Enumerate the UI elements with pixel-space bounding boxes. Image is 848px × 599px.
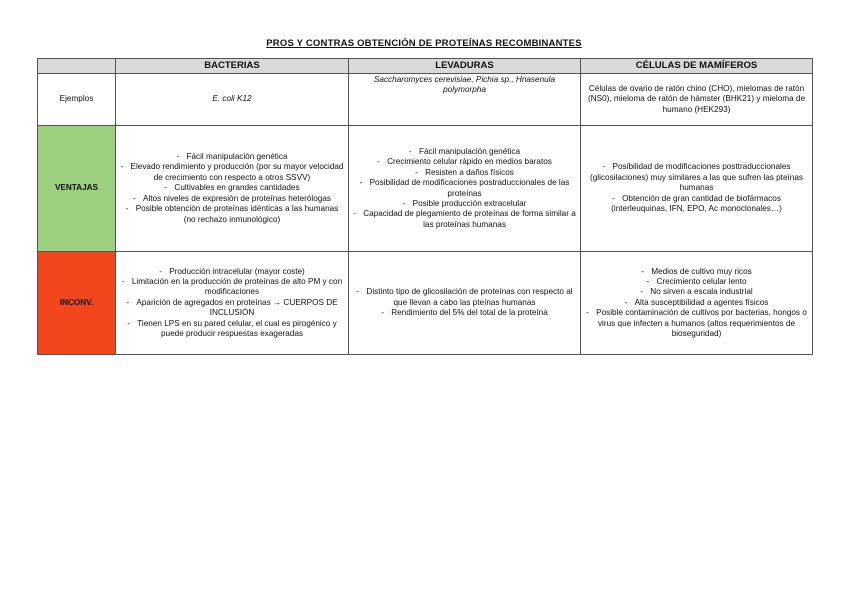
bullet-dash-icon: - — [640, 287, 644, 297]
list-item — [120, 319, 344, 340]
list-item-text: Capacidad de plegamiento de proteínas de forma similar a las proteínas humanas — [363, 209, 576, 229]
list-item-text: Posible obtención de proteínas idénticas a las humanas (no rechazo inmunológico) — [135, 204, 339, 224]
list-item — [353, 168, 576, 178]
bullet-dash-icon: - — [121, 276, 125, 286]
list-item-text: Posibilidad de modificaciones posttraduccionales (glicosilaciones) muy similares a las que sufren las pteínas humanas — [590, 162, 803, 193]
list-item-text: Resisten a daños físicos — [425, 167, 514, 177]
bullet-dash-icon: - — [624, 297, 628, 307]
comparison-table — [37, 58, 813, 355]
list-item — [120, 267, 344, 277]
list-item — [585, 287, 808, 297]
list-item — [353, 287, 576, 308]
ventajas-bacterias-list — [120, 152, 344, 225]
inconv-mamiferos-cell — [581, 252, 813, 355]
inconv-bacterias-list — [120, 267, 344, 340]
list-item — [585, 298, 808, 308]
bullet-dash-icon: - — [353, 209, 356, 219]
list-item-text: Obtención de gran cantidad de biofármacos (interleuquinas, IFN, EPO, Ac monoclonales…) — [611, 193, 782, 214]
ejemplos-bacterias-cell: E. coli K12 — [116, 74, 349, 126]
bullet-dash-icon: - — [602, 162, 606, 172]
list-item-text: Aparición de agregados en proteínas → CUERPOS DE INCLUSIÓN — [136, 297, 338, 318]
list-item — [585, 162, 808, 193]
bullet-dash-icon: - — [641, 266, 644, 276]
list-item — [353, 178, 576, 199]
bullet-dash-icon: - — [120, 162, 124, 172]
list-item-text: Limitación en la producción de proteínas de alto PM y con modificaciones — [131, 276, 343, 297]
bullet-dash-icon: - — [612, 193, 615, 203]
bullet-dash-icon: - — [159, 266, 162, 276]
list-item — [120, 194, 344, 204]
list-item-text: Posible producción extracelular — [412, 198, 527, 208]
row-label-inconv: INCONV. — [38, 252, 116, 355]
bullet-dash-icon: - — [381, 308, 384, 318]
bullet-dash-icon: - — [133, 193, 136, 203]
list-item — [120, 277, 344, 298]
bullet-dash-icon: - — [377, 157, 380, 167]
list-item — [353, 147, 576, 157]
row-ventajas — [38, 126, 813, 252]
bullet-dash-icon: - — [415, 167, 418, 177]
list-item — [120, 183, 344, 193]
bullet-dash-icon: - — [646, 276, 650, 286]
list-item-text: Rendimiento del 5% del total de la proteína — [391, 308, 548, 318]
bullet-dash-icon: - — [126, 297, 130, 307]
list-item-text: Cultivables en grandes cantidades — [174, 183, 300, 193]
list-item-text: Medios de cultivo muy ricos — [651, 266, 752, 276]
list-item-text: Posible contaminación de cultivos por bacterias, hongos o virus que infecten a humanos (altos requerimientos de bioseguridad) — [596, 308, 807, 339]
list-item — [585, 194, 808, 215]
ejemplos-mamiferos-cell: Células de ovario de ratón chino (CHO), mielomas de ratón (NS0), mieloma de ratón de hámster (BHK21) y mieloma de humano (HEK293) — [581, 74, 813, 126]
column-header-bacterias: BACTERIAS — [116, 59, 349, 74]
column-header-mamiferos: CÉLULAS DE MAMÍFEROS — [581, 59, 813, 74]
bullet-dash-icon: - — [356, 287, 360, 297]
list-item — [353, 199, 576, 209]
list-item — [120, 152, 344, 162]
bullet-dash-icon: - — [127, 318, 130, 328]
list-item-text: No sirven a escala industrial — [650, 287, 753, 297]
row-ejemplos — [38, 74, 813, 126]
bullet-dash-icon: - — [359, 178, 363, 188]
column-header-levaduras: LEVADURAS — [349, 59, 581, 74]
inconv-bacterias-cell — [116, 252, 349, 355]
list-item-text: Producción intracelular (mayor coste) — [169, 266, 305, 276]
list-item — [120, 298, 344, 319]
row-label-ventajas: VENTAJAS — [38, 126, 116, 252]
list-item-text: Distinto tipo de glicosilación de proteínas con respecto al que llevan a cabo las pteínas humanas — [366, 287, 573, 307]
list-item — [585, 267, 808, 277]
list-item-text: Tienen LPS en su pared celular, el cual es pirogénico y puede producir respuestas exageradas — [137, 318, 337, 339]
row-label-ejemplos: Ejemplos — [38, 74, 116, 126]
ventajas-mamiferos-list — [585, 162, 808, 214]
list-item — [353, 157, 576, 167]
ventajas-levaduras-list — [353, 147, 576, 230]
bullet-dash-icon: - — [408, 146, 412, 156]
bullet-dash-icon: - — [164, 183, 168, 193]
list-item — [585, 277, 808, 287]
bullet-dash-icon: - — [402, 198, 406, 208]
list-item-text: Alta susceptibilidad a agentes físicos — [634, 297, 769, 307]
ventajas-bacterias-cell — [116, 126, 349, 252]
bullet-dash-icon: - — [176, 152, 180, 162]
list-item-text: Altos niveles de expresión de proteínas heterólogas — [143, 193, 331, 203]
ventajas-mamiferos-cell — [581, 126, 813, 252]
inconv-levaduras-list — [353, 287, 576, 318]
list-item-text: Fácil manipulación genética — [186, 152, 288, 162]
list-item — [353, 209, 576, 230]
inconv-levaduras-cell — [349, 252, 581, 355]
list-item-text: Crecimiento celular rápido en medios baratos — [387, 157, 552, 167]
list-item — [585, 308, 808, 339]
document-title: PROS Y CONTRAS OBTENCIÓN DE PROTEÍNAS RECOMBINANTES — [266, 38, 582, 49]
list-item-text: Crecimiento celular lento — [656, 276, 747, 286]
bullet-dash-icon: - — [125, 204, 129, 214]
header-row — [38, 59, 813, 74]
list-item — [353, 308, 576, 318]
list-item-text: Fácil manipulación genética — [418, 146, 521, 156]
header-corner-cell — [38, 59, 116, 74]
list-item — [120, 204, 344, 225]
ejemplos-levaduras-cell: Saccharomyces cerevisiae, Pichia sp., Hnasenula polymorpha — [349, 74, 581, 126]
list-item-text: Posibilidad de modificaciones postraduccionales de las proteínas — [369, 178, 570, 198]
row-inconv — [38, 252, 813, 355]
ventajas-levaduras-cell — [349, 126, 581, 252]
list-item-text: Elevado rendimiento y producción (por su mayor velocidad de crecimiento con respecto a otros SSVV) — [130, 162, 344, 182]
list-item — [120, 162, 344, 183]
inconv-mamiferos-list — [585, 267, 808, 340]
bullet-dash-icon: - — [586, 308, 589, 318]
